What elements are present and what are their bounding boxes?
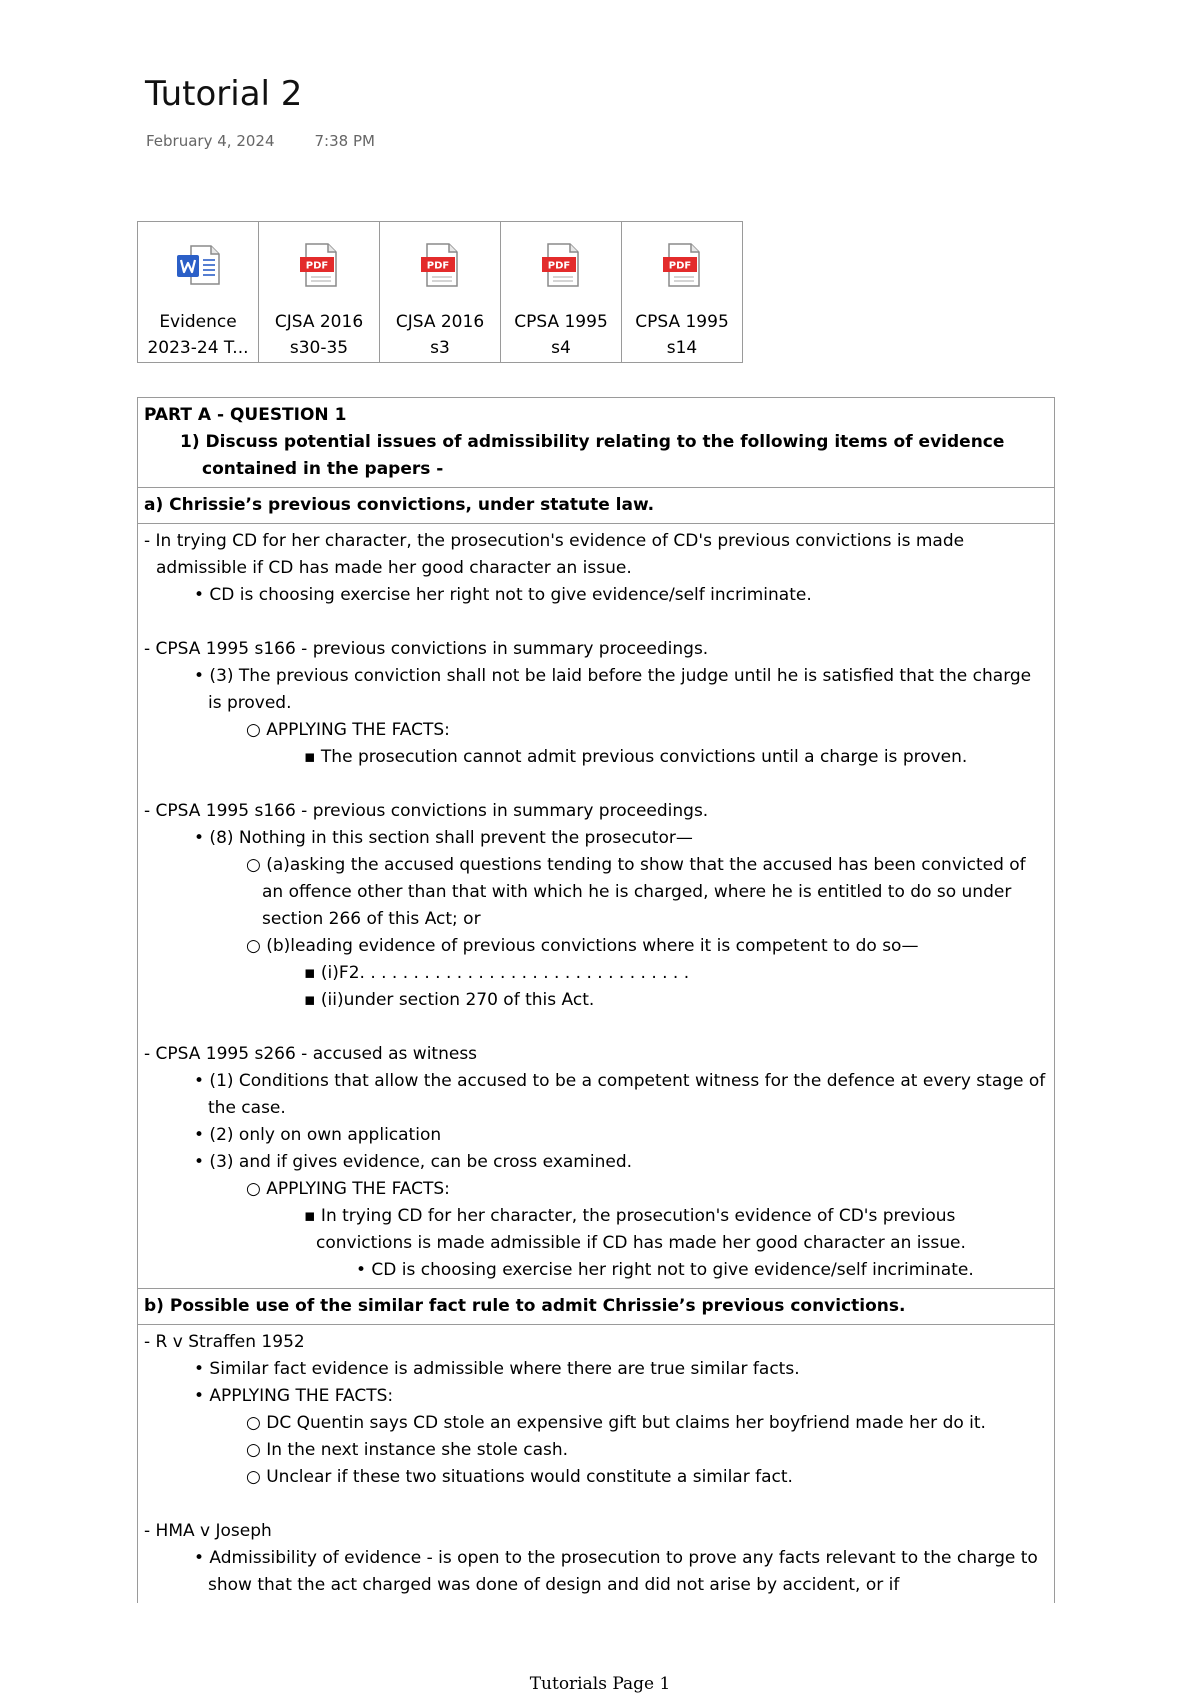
notes-table xyxy=(137,397,1055,1603)
note-sub-bullet: ○ (a)asking the accused questions tending to show that the accused has been convicted of an offence other than that with which he is charged, where he is entitled to do so under section 266 of this Act; or xyxy=(246,855,1026,929)
attachment-label: Evidence 2023-24 T... xyxy=(147,312,249,358)
attachments-table xyxy=(137,221,743,363)
svg-text:PDF: PDF xyxy=(426,260,450,272)
note-sub-sub-bullet: ▪ (ii)under section 270 of this Act. xyxy=(304,990,595,1010)
section-a-body xyxy=(138,524,1054,1289)
note-bullet: • (2) only on own application xyxy=(194,1125,442,1145)
note-bullet: • (3) and if gives evidence, can be cross examined. xyxy=(194,1152,633,1172)
note-paragraph: - CPSA 1995 s266 - accused as witness xyxy=(144,1044,478,1064)
svg-text:PDF: PDF xyxy=(668,260,692,272)
note-paragraph: - R v Straffen 1952 xyxy=(144,1332,305,1352)
page-title: Tutorial 2 xyxy=(145,74,303,114)
section-a-heading: a) Chrissie’s previous convictions, under statute law. xyxy=(138,488,1054,524)
page-date: February 4, 2024 xyxy=(146,132,275,150)
note-deep-bullet: • CD is choosing exercise her right not to give evidence/self incriminate. xyxy=(356,1260,974,1280)
note-sub-bullet: ○ In the next instance she stole cash. xyxy=(246,1440,569,1460)
page-footer: Tutorials Page 1 xyxy=(529,1674,671,1694)
note-bullet: • Admissibility of evidence - is open to the prosecution to prove any facts relevant to the charge to show that the act charged was done of design and did not arise by accident, or if xyxy=(194,1548,1038,1595)
attachment-cpsa-1995-s14[interactable] xyxy=(622,222,743,363)
attachment-label: CPSA 1995 s14 xyxy=(635,312,729,358)
part-heading: PART A - QUESTION 1 xyxy=(144,405,347,425)
page-time: 7:38 PM xyxy=(314,132,375,150)
svg-text:PDF: PDF xyxy=(547,260,571,272)
note-sub-sub-bullet: ▪ (i)F2. . . . . . . . . . . . . . . . . . . . . . . . . . . . . . . xyxy=(304,963,690,983)
note-paragraph: - CPSA 1995 s166 - previous convictions in summary proceedings. xyxy=(144,801,709,821)
word-document-icon xyxy=(173,240,223,290)
attachment-label: CPSA 1995 s4 xyxy=(514,312,608,358)
note-sub-bullet: ○ APPLYING THE FACTS: xyxy=(246,720,450,740)
section-b-heading: b) Possible use of the similar fact rule to admit Chrissie’s previous convictions. xyxy=(138,1289,1054,1325)
pdf-icon xyxy=(657,240,707,290)
note-paragraph: - CPSA 1995 s166 - previous convictions in summary proceedings. xyxy=(144,639,709,659)
attachment-cjsa-2016-s3[interactable] xyxy=(380,222,501,363)
note-paragraph: - HMA v Joseph xyxy=(144,1521,272,1541)
note-bullet: • CD is choosing exercise her right not to give evidence/self incriminate. xyxy=(194,585,812,605)
note-sub-bullet: ○ (b)leading evidence of previous convictions where it is competent to do so— xyxy=(246,936,919,956)
section-b-body xyxy=(138,1325,1054,1603)
question-text: 1) Discuss potential issues of admissibility relating to the following items of evidence xyxy=(180,432,1005,452)
note-sub-sub-bullet: ▪ The prosecution cannot admit previous convictions until a charge is proven. xyxy=(304,747,968,767)
attachment-cjsa-2016-s30-35[interactable] xyxy=(259,222,380,363)
note-bullet: • Similar fact evidence is admissible where there are true similar facts. xyxy=(194,1359,800,1379)
note-sub-sub-bullet: ▪ In trying CD for her character, the prosecution's evidence of CD's previous convictions is made admissible if CD has made her good character an issue. xyxy=(304,1206,966,1253)
attachment-label: CJSA 2016 s3 xyxy=(395,312,485,358)
svg-text:PDF: PDF xyxy=(305,260,329,272)
attachment-label: CJSA 2016 s30-35 xyxy=(274,312,364,358)
note-paragraph: - In trying CD for her character, the prosecution's evidence of CD's previous convictions is made admissible if CD has made her good character an issue. xyxy=(144,531,965,578)
pdf-icon xyxy=(294,240,344,290)
note-sub-bullet: ○ Unclear if these two situations would constitute a similar fact. xyxy=(246,1467,793,1487)
pdf-icon xyxy=(415,240,465,290)
question-text-cont: contained in the papers - xyxy=(202,459,444,479)
attachment-cpsa-1995-s4[interactable] xyxy=(501,222,622,363)
note-bullet: • (1) Conditions that allow the accused to be a competent witness for the defence at every stage of the case. xyxy=(194,1071,1046,1118)
note-sub-bullet: ○ DC Quentin says CD stole an expensive gift but claims her boyfriend made her do it. xyxy=(246,1413,986,1433)
attachment-evidence-doc[interactable] xyxy=(138,222,259,363)
pdf-icon xyxy=(536,240,586,290)
note-bullet: • (3) The previous conviction shall not be laid before the judge until he is satisfied that the charge is proved. xyxy=(194,666,1032,713)
page-timestamp xyxy=(146,132,375,150)
note-bullet: • (8) Nothing in this section shall prevent the prosecutor— xyxy=(194,828,693,848)
question-header-row xyxy=(138,398,1054,488)
note-sub-bullet: ○ APPLYING THE FACTS: xyxy=(246,1179,450,1199)
note-bullet: • APPLYING THE FACTS: xyxy=(194,1386,394,1406)
